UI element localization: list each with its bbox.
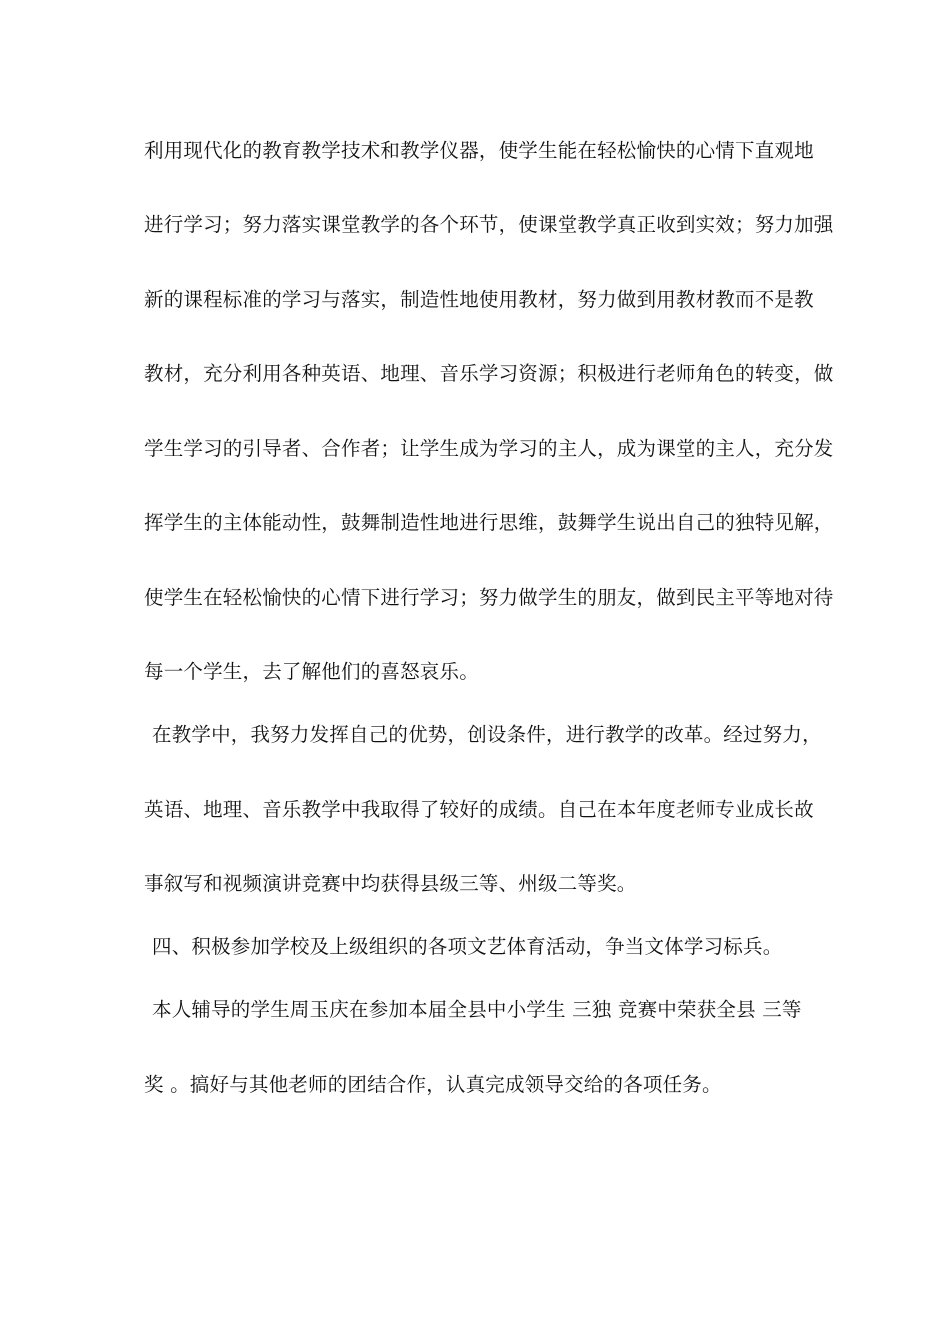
paragraph-line: 教材，充分利用各种英语、地理、音乐学习资源；积极进行老师角色的转变，做 [144, 362, 834, 385]
paragraph-line: 事叙写和视频演讲竞赛中均获得县级三等、州级二等奖。 [144, 872, 637, 895]
paragraph-line: 奖 。搞好与其他老师的团结合作，认真完成领导交给的各项任务。 [144, 1073, 722, 1096]
paragraph-line: 使学生在轻松愉快的心情下进行学习；努力做学生的朋友，做到民主平等地对待 [144, 586, 834, 609]
paragraph-line: 挥学生的主体能动性，鼓舞制造性地进行思维，鼓舞学生说出自己的独特见解， [144, 511, 834, 534]
paragraph-line: 进行学习；努力落实课堂教学的各个环节，使课堂教学真正收到实效；努力加强 [144, 213, 834, 236]
paragraph-line: 每一个学生，去了解他们的喜怒哀乐。 [144, 660, 479, 683]
paragraph-line: 利用现代化的教育教学技术和教学仪器，使学生能在轻松愉快的心情下直观地 [144, 139, 814, 162]
paragraph-line: 新的课程标准的学习与落实，制造性地使用教材，努力做到用教材教而不是教 [144, 288, 814, 311]
paragraph-line: 英语、地理、音乐教学中我取得了较好的成绩。自己在本年度老师专业成长故 [144, 798, 814, 821]
section-heading: 四、积极参加学校及上级组织的各项文艺体育活动，争当文体学习标兵。 [152, 935, 783, 958]
paragraph-line: 本人辅导的学生周玉庆在参加本届全县中小学生 三独 竞赛中荣获全县 三等 [152, 998, 802, 1021]
paragraph-line: 在教学中，我努力发挥自己的优势，创设条件，进行教学的改革。经过努力， [152, 723, 822, 746]
paragraph-line: 学生学习的引导者、合作者；让学生成为学习的主人，成为课堂的主人，充分发 [144, 437, 834, 460]
